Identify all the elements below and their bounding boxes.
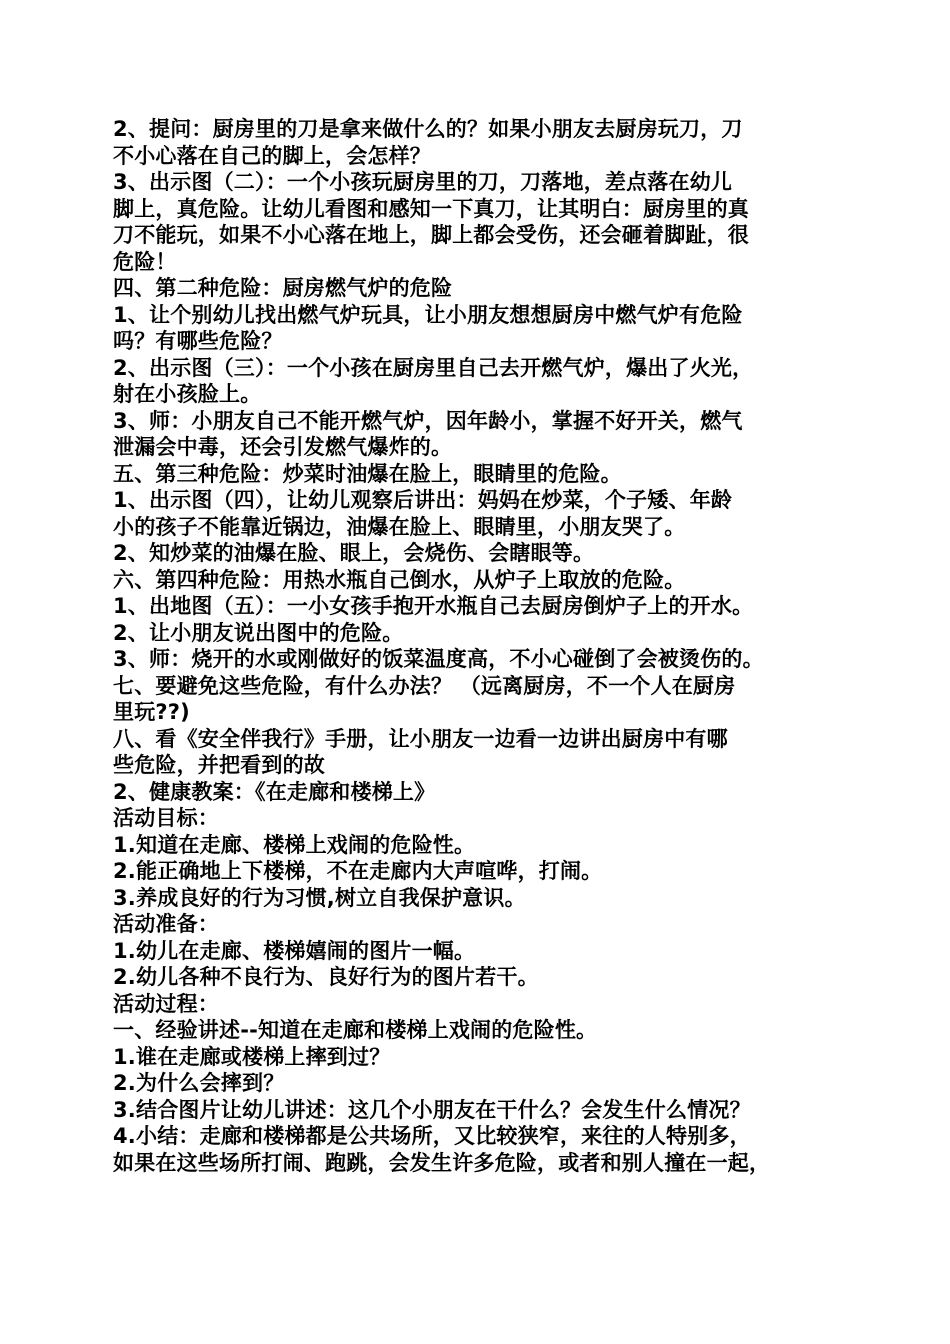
text-line: 1、出地图（五）：一小女孩手抱开水瓶自己去厨房倒炉子上的开水。 — [113, 594, 754, 618]
text-line: 2.幼儿各种不良行为、良好行为的图片若干。 — [113, 965, 539, 989]
text-line: 1.知道在走廊、楼梯上戏闹的危险性。 — [113, 832, 476, 857]
text-line: 四、第二种危险：厨房燃气炉的危险 — [113, 276, 453, 300]
text-line: 1、让个别幼儿找出燃气炉玩具，让小朋友想想厨房中燃气炉有危险 — [113, 302, 743, 327]
text-line: 一、经验讲述--知道在走廊和楼梯上戏闹的危险性。 — [113, 1018, 598, 1042]
text-line: 射在小孩脸上。 — [113, 382, 262, 406]
text-line: 活动过程： — [113, 991, 219, 1016]
text-line: 活动准备： — [113, 912, 219, 936]
text-line: 4.小结：走廊和楼梯都是公共场所，又比较狭窄，来往的人特别多， — [113, 1124, 751, 1148]
text-line: 2.能正确地上下楼梯，不在走廊内大声喧哗，打闹。 — [113, 859, 603, 883]
text-line: 3.结合图片让幼儿讲述：这几个小朋友在干什么？会发生什么情况？ — [113, 1097, 751, 1122]
text-line: 些危险，并把看到的故 — [113, 753, 325, 777]
text-line: 五、第三种危险：炒菜时油爆在脸上，眼睛里的危险。 — [113, 461, 622, 486]
text-line: 刀不能玩，如果不小心落在地上，脚上都会受伤，还会砸着脚趾，很 — [113, 223, 749, 247]
text-line: 六、第四种危险：用热水瓶自己倒水，从炉子上取放的危险。 — [113, 567, 686, 592]
text-line: 脚上，真危险。让幼儿看图和感知一下真刀，让其明白：厨房里的真 — [113, 196, 749, 221]
text-line: 里玩??) — [113, 700, 190, 724]
text-line: 3.养成良好的行为习惯,树立自我保护意识。 — [113, 885, 526, 910]
text-line: 3、师：小朋友自己不能开燃气炉，因年龄小，掌握不好开关，燃气 — [113, 408, 743, 433]
text-line: 1、出示图（四），让幼儿观察后讲出：妈妈在炒菜，个子矮、年龄 — [113, 488, 733, 512]
text-line: 2、知炒菜的油爆在脸、眼上，会烧伤、会瞎眼等。 — [113, 541, 595, 565]
text-line: 2、出示图（三）：一个小孩在厨房里自己去开燃气炉，爆出了火光， — [113, 355, 754, 380]
text-line: 1.谁在走廊或楼梯上摔到过？ — [113, 1044, 391, 1069]
text-line: 3、师：烧开的水或刚做好的饭菜温度高，不小心碰倒了会被烫伤的。 — [113, 647, 764, 671]
text-line: 2.为什么会摔到？ — [113, 1071, 285, 1095]
text-line: 2、提问：厨房里的刀是拿来做什么的？如果小朋友去厨房玩刀，刀 — [113, 117, 743, 141]
text-line: 吗？有哪些危险？ — [113, 329, 283, 353]
text-line: 七、要避免这些危险，有什么办法？ （远离厨房，不一个人在厨房 — [113, 673, 736, 698]
text-line: 危险！ — [113, 249, 177, 274]
document-body — [113, 116, 853, 1176]
text-line: 泄漏会中毒，还会引发燃气爆炸的。 — [113, 435, 453, 459]
text-line: 2、让小朋友说出图中的危险。 — [113, 620, 404, 645]
text-line: 3、出示图（二）：一个小孩玩厨房里的刀，刀落地，差点落在幼儿 — [113, 170, 733, 194]
text-line: 2、健康教案：《在走廊和楼梯上》 — [113, 779, 436, 804]
text-line: 如果在这些场所打闹、跑跳，会发生许多危险，或者和别人撞在一起， — [113, 1150, 771, 1175]
text-line: 小的孩子不能靠近锅边，油爆在脸上、眼睛里，小朋友哭了。 — [113, 514, 686, 539]
text-line: 1.幼儿在走廊、楼梯嬉闹的图片一幅。 — [113, 938, 476, 963]
text-line: 八、看《安全伴我行》手册，让小朋友一边看一边讲出厨房中有哪 — [113, 726, 728, 751]
text-line: 不小心落在自己的脚上，会怎样？ — [113, 143, 431, 168]
text-line: 活动目标： — [113, 806, 219, 830]
